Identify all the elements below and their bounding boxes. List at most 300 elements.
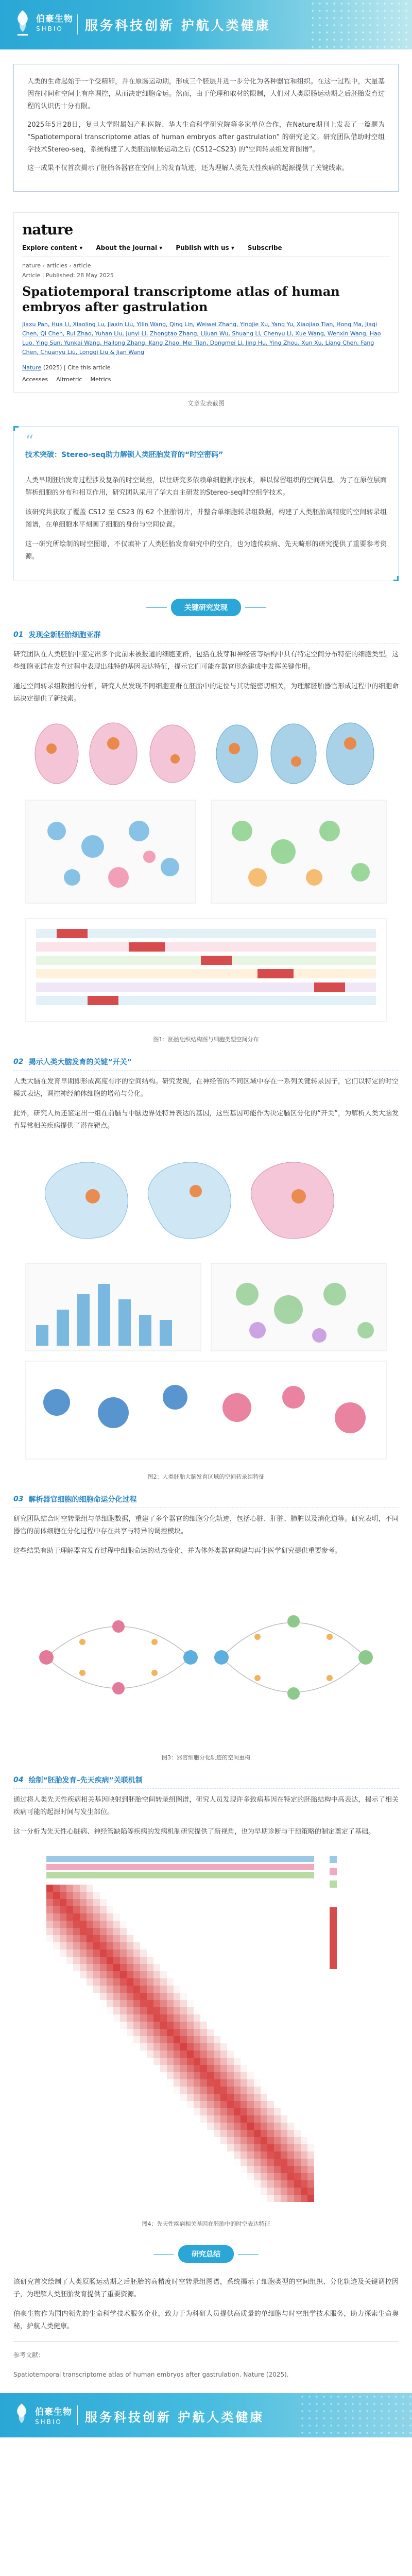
heatmap-cell <box>274 2159 281 2166</box>
heatmap-cell <box>187 1892 194 1899</box>
shbio-logo-icon <box>11 8 34 38</box>
section-number: 01 <box>13 631 24 639</box>
heatmap-cell <box>234 2079 241 2087</box>
heatmap-cell <box>80 2180 87 2188</box>
heatmap-cell <box>307 2022 314 2029</box>
heatmap-cell <box>66 1913 73 1921</box>
heatmap-cell <box>133 2130 140 2137</box>
heatmap-cell <box>133 2101 140 2108</box>
heatmap-cell <box>80 1892 87 1899</box>
heatmap-cell <box>160 1978 167 1986</box>
heatmap-cell <box>267 1964 274 1971</box>
heatmap-cell <box>174 2108 180 2115</box>
heatmap-cell <box>220 2072 227 2079</box>
heatmap-cell <box>127 2137 133 2144</box>
heatmap-cell <box>53 1885 60 1892</box>
heatmap-cell <box>60 2014 66 2022</box>
heatmap-cell <box>307 1906 314 1913</box>
heatmap-cell <box>107 1950 113 1957</box>
heatmap-cell <box>127 1892 133 1899</box>
heatmap-cell <box>53 2115 60 2123</box>
heatmap-cell <box>140 2144 147 2151</box>
heatmap-cell <box>187 1957 194 1964</box>
heatmap-cell <box>294 1978 301 1986</box>
heatmap-cell <box>127 2036 133 2043</box>
heatmap-cell <box>87 2036 93 2043</box>
heatmap-cell <box>254 2188 261 2195</box>
heatmap-cell <box>73 1986 80 1993</box>
heatmap-cell <box>46 2058 53 2065</box>
heatmap-cell <box>73 2050 80 2058</box>
heatmap-cell <box>127 1928 133 1935</box>
heatmap-cell <box>307 1892 314 1899</box>
corner-decoration <box>393 576 399 581</box>
heatmap-cell <box>147 2043 153 2050</box>
heatmap-cell <box>254 2195 261 2202</box>
heatmap-cell <box>254 1892 261 1899</box>
heatmap-cell <box>261 2000 267 2007</box>
heatmap-cell <box>167 1913 174 1921</box>
heatmap-cell <box>227 1899 234 1906</box>
heatmap-cell <box>187 2101 194 2108</box>
heatmap-cell <box>254 2130 261 2137</box>
heatmap-cell <box>113 2130 120 2137</box>
heatmap-cell <box>234 2101 241 2108</box>
heatmap-cell <box>127 2007 133 2014</box>
footer-brand-name <box>35 2404 72 2426</box>
nav-explore-content[interactable]: Explore content ▾ <box>22 244 83 251</box>
heatmap-cell <box>200 2188 207 2195</box>
heatmap-cell <box>200 1921 207 1928</box>
heatmap-cell <box>153 2180 160 2188</box>
heatmap-cell <box>234 1899 241 1906</box>
figure-4-disease-gene-heatmap <box>15 1845 397 2216</box>
heatmap-cell <box>107 1928 113 1935</box>
heatmap-cell <box>80 2159 87 2166</box>
heatmap-cell <box>287 2000 294 2007</box>
heatmap-cell <box>287 1950 294 1957</box>
heatmap-cell <box>180 1921 187 1928</box>
heatmap-cell <box>160 1942 167 1950</box>
heatmap-cell <box>241 2065 247 2072</box>
heatmap-cell <box>93 2058 100 2065</box>
heatmap-cell <box>180 1971 187 1978</box>
heatmap-cell <box>80 2036 87 2043</box>
heatmap-cell <box>307 2072 314 2079</box>
heatmap-cell <box>107 1935 113 1942</box>
heatmap-cell <box>220 1892 227 1899</box>
heatmap-cell <box>120 1899 127 1906</box>
heatmap-cell <box>107 2144 113 2151</box>
heatmap-cell <box>100 1978 107 1986</box>
heatmap-cell <box>227 1928 234 1935</box>
heatmap-cell <box>127 2166 133 2173</box>
heatmap-cell <box>127 1899 133 1906</box>
heatmap-cell <box>187 2014 194 2022</box>
heatmap-cell <box>200 2022 207 2029</box>
heatmap-cell <box>287 2007 294 2014</box>
heatmap-cell <box>227 1921 234 1928</box>
banner-divider <box>77 14 78 35</box>
heatmap-cell <box>187 1913 194 1921</box>
heatmap-cell <box>46 1964 53 1971</box>
heatmap-cell <box>227 2144 234 2151</box>
heatmap-cell <box>46 1906 53 1913</box>
heatmap-cell <box>294 1913 301 1921</box>
heatmap-cell <box>73 2058 80 2065</box>
heatmap-cell <box>73 1899 80 1906</box>
heatmap-cell <box>200 2115 207 2123</box>
heatmap-cell <box>287 1986 294 1993</box>
heatmap-cell <box>87 2115 93 2123</box>
heatmap-cell <box>194 1885 200 1892</box>
heatmap-cell <box>261 1935 267 1942</box>
heatmap-cell <box>147 2130 153 2137</box>
heatmap-cell <box>60 2130 66 2137</box>
heatmap-cell <box>93 2079 100 2087</box>
heatmap-cell <box>93 1921 100 1928</box>
heatmap-cell <box>261 2180 267 2188</box>
heatmap-cell <box>180 2144 187 2151</box>
section-paragraph: 通过将人类先天性疾病相关基因映射到胚胎空间转录组图谱，研究人员发现许多致病基因在特定的胚胎结构中高表达，揭示了相关疾病可能的起源时间与发生部位。 <box>13 1796 399 1816</box>
heatmap-cell <box>160 2115 167 2123</box>
heatmap-cell <box>200 2014 207 2022</box>
heatmap-cell <box>294 2151 301 2159</box>
heatmap-cell <box>207 2058 214 2065</box>
heatmap-cell <box>174 2173 180 2180</box>
heatmap-cell <box>287 1921 294 1928</box>
heatmap-cell <box>153 1978 160 1986</box>
heatmap-cell <box>220 2043 227 2050</box>
heatmap-cell <box>301 2022 307 2029</box>
heatmap-cell <box>53 2036 60 2043</box>
heatmap-cell <box>46 2166 53 2173</box>
heatmap-cell <box>241 2087 247 2094</box>
heatmap-cell <box>120 2079 127 2087</box>
heatmap-cell <box>153 2159 160 2166</box>
heatmap-cell <box>93 1885 100 1892</box>
heatmap-cell <box>53 2151 60 2159</box>
heatmap-cell <box>120 1913 127 1921</box>
heatmap-cell <box>46 2108 53 2115</box>
heatmap-cell <box>174 2087 180 2094</box>
heatmap-cell <box>133 1885 140 1892</box>
heatmap-cell <box>147 2115 153 2123</box>
heatmap-cell <box>187 1899 194 1906</box>
heatmap-cell <box>261 2007 267 2014</box>
nav-subscribe[interactable]: Subscribe <box>247 244 282 251</box>
heatmap-cell <box>140 2000 147 2007</box>
heatmap-cell <box>261 1906 267 1913</box>
heatmap-cell <box>60 2058 66 2065</box>
heatmap-cell <box>107 2050 113 2058</box>
heatmap-cell <box>160 2087 167 2094</box>
heatmap-cell <box>133 1964 140 1971</box>
heatmap-cell <box>87 2144 93 2151</box>
heatmap-cell <box>46 1986 53 1993</box>
heatmap-cell <box>160 1957 167 1964</box>
heatmap-cell <box>46 2115 53 2123</box>
heatmap-cell <box>207 2094 214 2101</box>
heatmap-cell <box>87 2130 93 2137</box>
heatmap-cell <box>120 1935 127 1942</box>
heatmap-cell <box>113 2043 120 2050</box>
journal-name-link[interactable]: Nature <box>22 364 42 371</box>
heatmap-cell <box>307 1950 314 1957</box>
heatmap-cell <box>200 2007 207 2014</box>
heatmap-cell <box>194 1906 200 1913</box>
heatmap-cell <box>147 2188 153 2195</box>
heatmap-cell <box>220 1950 227 1957</box>
heatmap-cell <box>200 2159 207 2166</box>
heatmap-cell <box>87 2137 93 2144</box>
heatmap-cell <box>247 2079 254 2087</box>
heatmap-cell <box>174 2094 180 2101</box>
heatmap-cell <box>113 1978 120 1986</box>
heatmap-cell <box>107 2115 113 2123</box>
heatmap-cell <box>53 2130 60 2137</box>
pill-line-right <box>238 2254 259 2255</box>
heatmap-cell <box>46 1928 53 1935</box>
heatmap-cell <box>194 2159 200 2166</box>
heatmap-cell <box>46 1885 53 1892</box>
heatmap-cell <box>140 2195 147 2202</box>
heatmap-cell <box>140 1921 147 1928</box>
heatmap-cell <box>220 2094 227 2101</box>
heatmap-cell <box>227 2072 234 2079</box>
heatmap-cell <box>207 2014 214 2022</box>
heatmap-cell <box>207 2115 214 2123</box>
heatmap-cell <box>261 2137 267 2144</box>
heatmap-cell <box>207 2188 214 2195</box>
heatmap-cell <box>301 2101 307 2108</box>
heatmap-cell <box>227 2130 234 2137</box>
heatmap-cell <box>261 2123 267 2130</box>
heatmap-cell <box>200 1971 207 1978</box>
heatmap-cell <box>267 2043 274 2050</box>
heatmap-cell <box>73 2188 80 2195</box>
heatmap-cell <box>53 1971 60 1978</box>
heatmap-cell <box>174 1913 180 1921</box>
heatmap-cell <box>87 2173 93 2180</box>
heatmap-cell <box>167 2101 174 2108</box>
heatmap-cell <box>274 2151 281 2159</box>
heatmap-cell <box>133 2144 140 2151</box>
heatmap-cell <box>220 2007 227 2014</box>
heatmap-cell <box>140 1906 147 1913</box>
heatmap-cell <box>100 2007 107 2014</box>
heatmap-cell <box>207 1913 214 1921</box>
heatmap-cell <box>294 2188 301 2195</box>
heatmap-cell <box>113 2151 120 2159</box>
heatmap-cell <box>241 2036 247 2043</box>
heatmap-cell <box>261 1928 267 1935</box>
heatmap-cell <box>261 2072 267 2079</box>
heatmap-cell <box>187 1971 194 1978</box>
heatmap-cell <box>147 2151 153 2159</box>
heatmap-cell <box>241 1950 247 1957</box>
heatmap-cell <box>227 2195 234 2202</box>
heatmap-cell <box>66 2144 73 2151</box>
heatmap-cell <box>180 2115 187 2123</box>
heatmap-cell <box>281 1906 287 1913</box>
heatmap-cell <box>234 2094 241 2101</box>
heatmap-cell <box>127 2094 133 2101</box>
heatmap-cell <box>46 2137 53 2144</box>
heatmap-cell <box>46 1892 53 1899</box>
heatmap-cell <box>200 2123 207 2130</box>
heatmap-cell <box>220 1971 227 1978</box>
heatmap-cell <box>254 2043 261 2050</box>
heatmap-cell <box>100 2087 107 2094</box>
author-list[interactable]: Jiaxu Pan, Hua Li, Xiaoling Lu, Jiaxin Liu, Yilin Wang, Qing Lin, Weiwei Zhang, Yingjie Xu, Yang Yu, Xiaojiao Tian, Hong Ma, Jiaqi Chen, Qi Chen, Rui Zhao, Yuhan Liu, Junyi Li, Zhongtao Zhang, Lijuan Wu, Shuang Li, Chenyu Li, Xue Wang, Wenxin Wang, Hao Luo, Ying Sun, Yunkai Wang, Hailong Zhang, Kang Zhao, Mei Tian, Dongmei Li, Jing Hu, Ying Zhou, Xun Xu, Liang Chen, Fang Chen, Chuanyu Liu, Longqi Liu & Jian Wang <box>22 321 381 355</box>
heatmap-cell <box>200 2144 207 2151</box>
heatmap-cell <box>267 2188 274 2195</box>
heatmap-cell <box>274 2079 281 2087</box>
heatmap-cell <box>60 1993 66 2000</box>
heatmap-cell <box>174 2072 180 2079</box>
heatmap-cell <box>100 1942 107 1950</box>
heatmap-cell <box>120 1964 127 1971</box>
heatmap-cell <box>147 2144 153 2151</box>
heatmap-cell <box>93 1978 100 1986</box>
heatmap-cell <box>113 1906 120 1913</box>
section-title: 揭示人类大脑发育的关键“开关” <box>28 1058 132 1066</box>
heatmap-cell <box>140 1942 147 1950</box>
heatmap-cell <box>194 2195 200 2202</box>
journal-line <box>22 364 390 371</box>
heatmap-cell <box>93 2050 100 2058</box>
heatmap-cell <box>301 1942 307 1950</box>
heatmap-cell <box>167 1885 174 1892</box>
heatmap-cell <box>254 2108 261 2115</box>
heatmap-cell <box>60 2144 66 2151</box>
heatmap-cell <box>113 2022 120 2029</box>
heatmap-cell <box>180 2130 187 2137</box>
heatmap-cell <box>147 2036 153 2043</box>
heatmap-cell <box>281 2094 287 2101</box>
heatmap-cell <box>247 2022 254 2029</box>
heatmap-cell <box>80 2101 87 2108</box>
heatmap-cell <box>281 2014 287 2022</box>
article-metrics <box>22 376 390 383</box>
heatmap-cell <box>100 1950 107 1957</box>
heatmap-cell <box>133 1906 140 1913</box>
metric-accesses[interactable]: Accesses <box>22 376 48 383</box>
heatmap-cell <box>60 2180 66 2188</box>
heatmap-cell <box>127 2130 133 2137</box>
heatmap-cell <box>220 1942 227 1950</box>
heatmap-cell <box>274 1928 281 1935</box>
heatmap-cell <box>281 2159 287 2166</box>
heatmap-cell <box>153 2108 160 2115</box>
heatmap-cell <box>281 1892 287 1899</box>
heatmap-cell <box>207 2159 214 2166</box>
heatmap-cell <box>107 2188 113 2195</box>
heatmap-cell <box>247 1964 254 1971</box>
heatmap-cell <box>140 1971 147 1978</box>
nav-about-journal[interactable]: About the journal ▾ <box>96 244 163 251</box>
heatmap-cell <box>220 1957 227 1964</box>
heatmap-cell <box>147 2000 153 2007</box>
heatmap-cell <box>133 2050 140 2058</box>
heatmap-cell <box>133 2094 140 2101</box>
heatmap-cell <box>254 2151 261 2159</box>
metric-altmetric[interactable]: Altmetric <box>56 376 82 383</box>
footer-brand-name-en: SHBIO <box>35 2418 62 2426</box>
heatmap-cell <box>294 2079 301 2087</box>
heatmap-cell <box>53 2043 60 2050</box>
heatmap-cell <box>160 2173 167 2180</box>
heatmap-cell <box>294 2072 301 2079</box>
heatmap-cell <box>127 2188 133 2195</box>
heatmap-cell <box>93 2180 100 2188</box>
section-number: 04 <box>13 1776 24 1784</box>
heatmap-cell <box>294 1942 301 1950</box>
heatmap-cell <box>107 2123 113 2130</box>
heatmap-cell <box>120 2022 127 2029</box>
article-meta: Article | Published: 28 May 2025 <box>22 272 114 279</box>
heatmap-cell <box>73 1906 80 1913</box>
figure-2-caption: 图2：人类胚胎大脑发育区域的空间转录组特征 <box>147 1473 265 1480</box>
metric-metrics[interactable]: Metrics <box>90 376 111 383</box>
heatmap-cell <box>147 2195 153 2202</box>
heatmap-cell <box>147 2108 153 2115</box>
heatmap-cell <box>174 1899 180 1906</box>
heatmap-cell <box>140 1892 147 1899</box>
heatmap-cell <box>127 2115 133 2123</box>
heatmap-cell <box>194 2072 200 2079</box>
heatmap-cell <box>160 1964 167 1971</box>
heatmap-cell <box>120 2007 127 2014</box>
heatmap-cell <box>53 1928 60 1935</box>
heatmap-cell <box>174 2065 180 2072</box>
brand-name-cn: 伯豪生物 <box>36 14 73 24</box>
heatmap-cell <box>200 1928 207 1935</box>
heatmap-cell <box>207 1906 214 1913</box>
heatmap-cell <box>207 2108 214 2115</box>
heatmap-cell <box>46 1978 53 1986</box>
heatmap-cell <box>301 2115 307 2123</box>
heatmap-cell <box>107 2014 113 2022</box>
heatmap-cell <box>281 1971 287 1978</box>
heatmap-cell <box>73 1921 80 1928</box>
heatmap-cell <box>73 2144 80 2151</box>
heatmap-cell <box>127 1942 133 1950</box>
heatmap-cell <box>200 2000 207 2007</box>
heatmap-cell <box>294 2180 301 2188</box>
heatmap-cell <box>227 2014 234 2022</box>
heatmap-cell <box>174 2159 180 2166</box>
heatmap-cell <box>261 2094 267 2101</box>
nav-publish[interactable]: Publish with us ▾ <box>176 244 234 251</box>
heatmap-cell <box>267 1906 274 1913</box>
corner-decoration <box>13 426 19 431</box>
figure-4-caption: 图4：先天性疾病相关基因在胚胎中的时空表达特征 <box>142 2221 270 2227</box>
heatmap-cell <box>301 1971 307 1978</box>
heatmap-cell <box>207 1971 214 1978</box>
heatmap-cell <box>307 1935 314 1942</box>
heatmap-cell <box>100 2050 107 2058</box>
heatmap-cell <box>267 1935 274 1942</box>
heatmap-cell <box>234 2022 241 2029</box>
heatmap-cell <box>87 1906 93 1913</box>
heatmap-cell <box>120 2036 127 2043</box>
heatmap-cell <box>281 2115 287 2123</box>
heatmap-cell <box>307 1899 314 1906</box>
figure-1-caption: 图1：胚胎组织结构图与细胞类型空间分布 <box>153 1036 259 1043</box>
heatmap-cell <box>60 2094 66 2101</box>
